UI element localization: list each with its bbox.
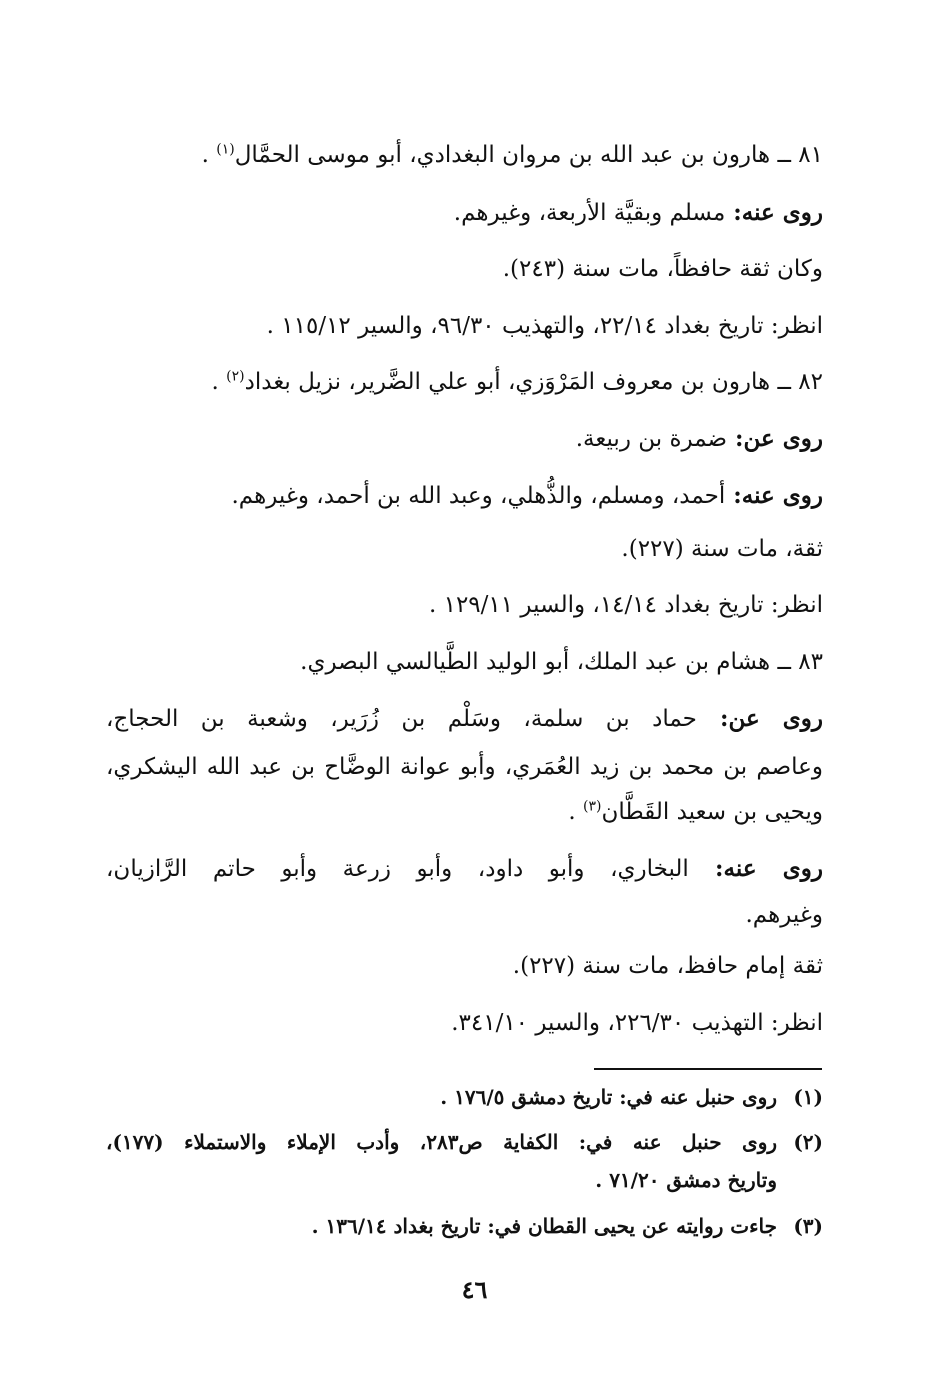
entry-83-status: ثقة إمام حافظ، مات سنة (٢٢٧). — [512, 953, 823, 979]
footnote-2: (٢)روى حنبل عنه في: الكفاية ص٢٨٣، وأدب الإملاء والاستملاء (١٧٧)، — [106, 1130, 824, 1154]
entry-82-heading: ٨٢ ــ هارون بن معروف المَرْوَزي، أبو علي الضَّرير، نزيل بغداد$^{(٢)}$ . — [211, 368, 823, 395]
entry-82-status: ثقة، مات سنة (٢٢٧). — [621, 536, 823, 562]
entry-83-references: انظر: التهذيب ٢٢٦/٣٠، والسير ٣٤١/١٠. — [451, 1010, 823, 1036]
entry-81-status: وكان ثقة حافظاً، مات سنة (٢٤٣). — [502, 256, 823, 282]
entry-82-narrated-from: روى عن: ضمرة بن ربيعة. — [575, 425, 823, 452]
page-number: ٤٦ — [461, 1275, 488, 1304]
footnote-ref-1: (١) — [216, 141, 235, 158]
entry-83-narrators-from-line2: وغيرهم. — [745, 902, 823, 928]
entry-83-narrated-from-line3: ويحيى بن سعيد القَطَّان$^{(٣)}$ . — [568, 798, 823, 825]
footnote-3: (٣)جاءت روايته عن يحيى القطان في: تاريخ بغداد ١٣٦/١٤ . — [311, 1214, 823, 1238]
footnote-1: (١)روى حنبل عنه في: تاريخ دمشق ١٧٦/٥ . — [440, 1085, 823, 1109]
footnote-ref-2: (٢) — [226, 368, 245, 385]
entry-83-narrators-from-line1: روى عنه: البخاري، وأبو داود، وأبو زرعة وأبو حاتم الرَّازيان، — [106, 855, 823, 882]
entry-83-heading: ٨٣ ــ هشام بن عبد الملك، أبو الوليد الطَّيالسي البصري. — [300, 649, 823, 675]
footnote-2-continuation: وتاريخ دمشق ٧١/٢٠ . — [595, 1168, 777, 1192]
entry-81-heading: ٨١ ــ هارون بن عبد الله بن مروان البغدادي، أبو موسى الحمَّال$^{(١)}$ . — [201, 141, 823, 168]
entry-82-narrators-from: روى عنه: أحمد، ومسلم، والذُّهلي، وعبد الله بن أحمد، وغيرهم. — [231, 482, 823, 509]
entry-83-narrated-from-line2: وعاصم بن محمد بن زيد العُمَري، وأبو عوانة الوضَّاح بن عبد الله اليشكري، — [106, 754, 823, 780]
footnote-separator — [594, 1068, 822, 1070]
entry-81-narrators-from: روى عنه: مسلم وبقيَّة الأربعة، وغيرهم. — [453, 199, 823, 226]
entry-82-references: انظر: تاريخ بغداد ١٤/١٤، والسير ١٢٩/١١ . — [428, 592, 823, 618]
entry-83-narrated-from-line1: روى عن: حماد بن سلمة، وسَلْم بن زُرَير، وشعبة بن الحجاج، — [106, 705, 824, 732]
entry-81-references: انظر: تاريخ بغداد ٢٢/١٤، والتهذيب ٩٦/٣٠، والسير ١١٥/١٢ . — [266, 313, 823, 339]
footnote-ref-3: (٣) — [583, 798, 602, 815]
